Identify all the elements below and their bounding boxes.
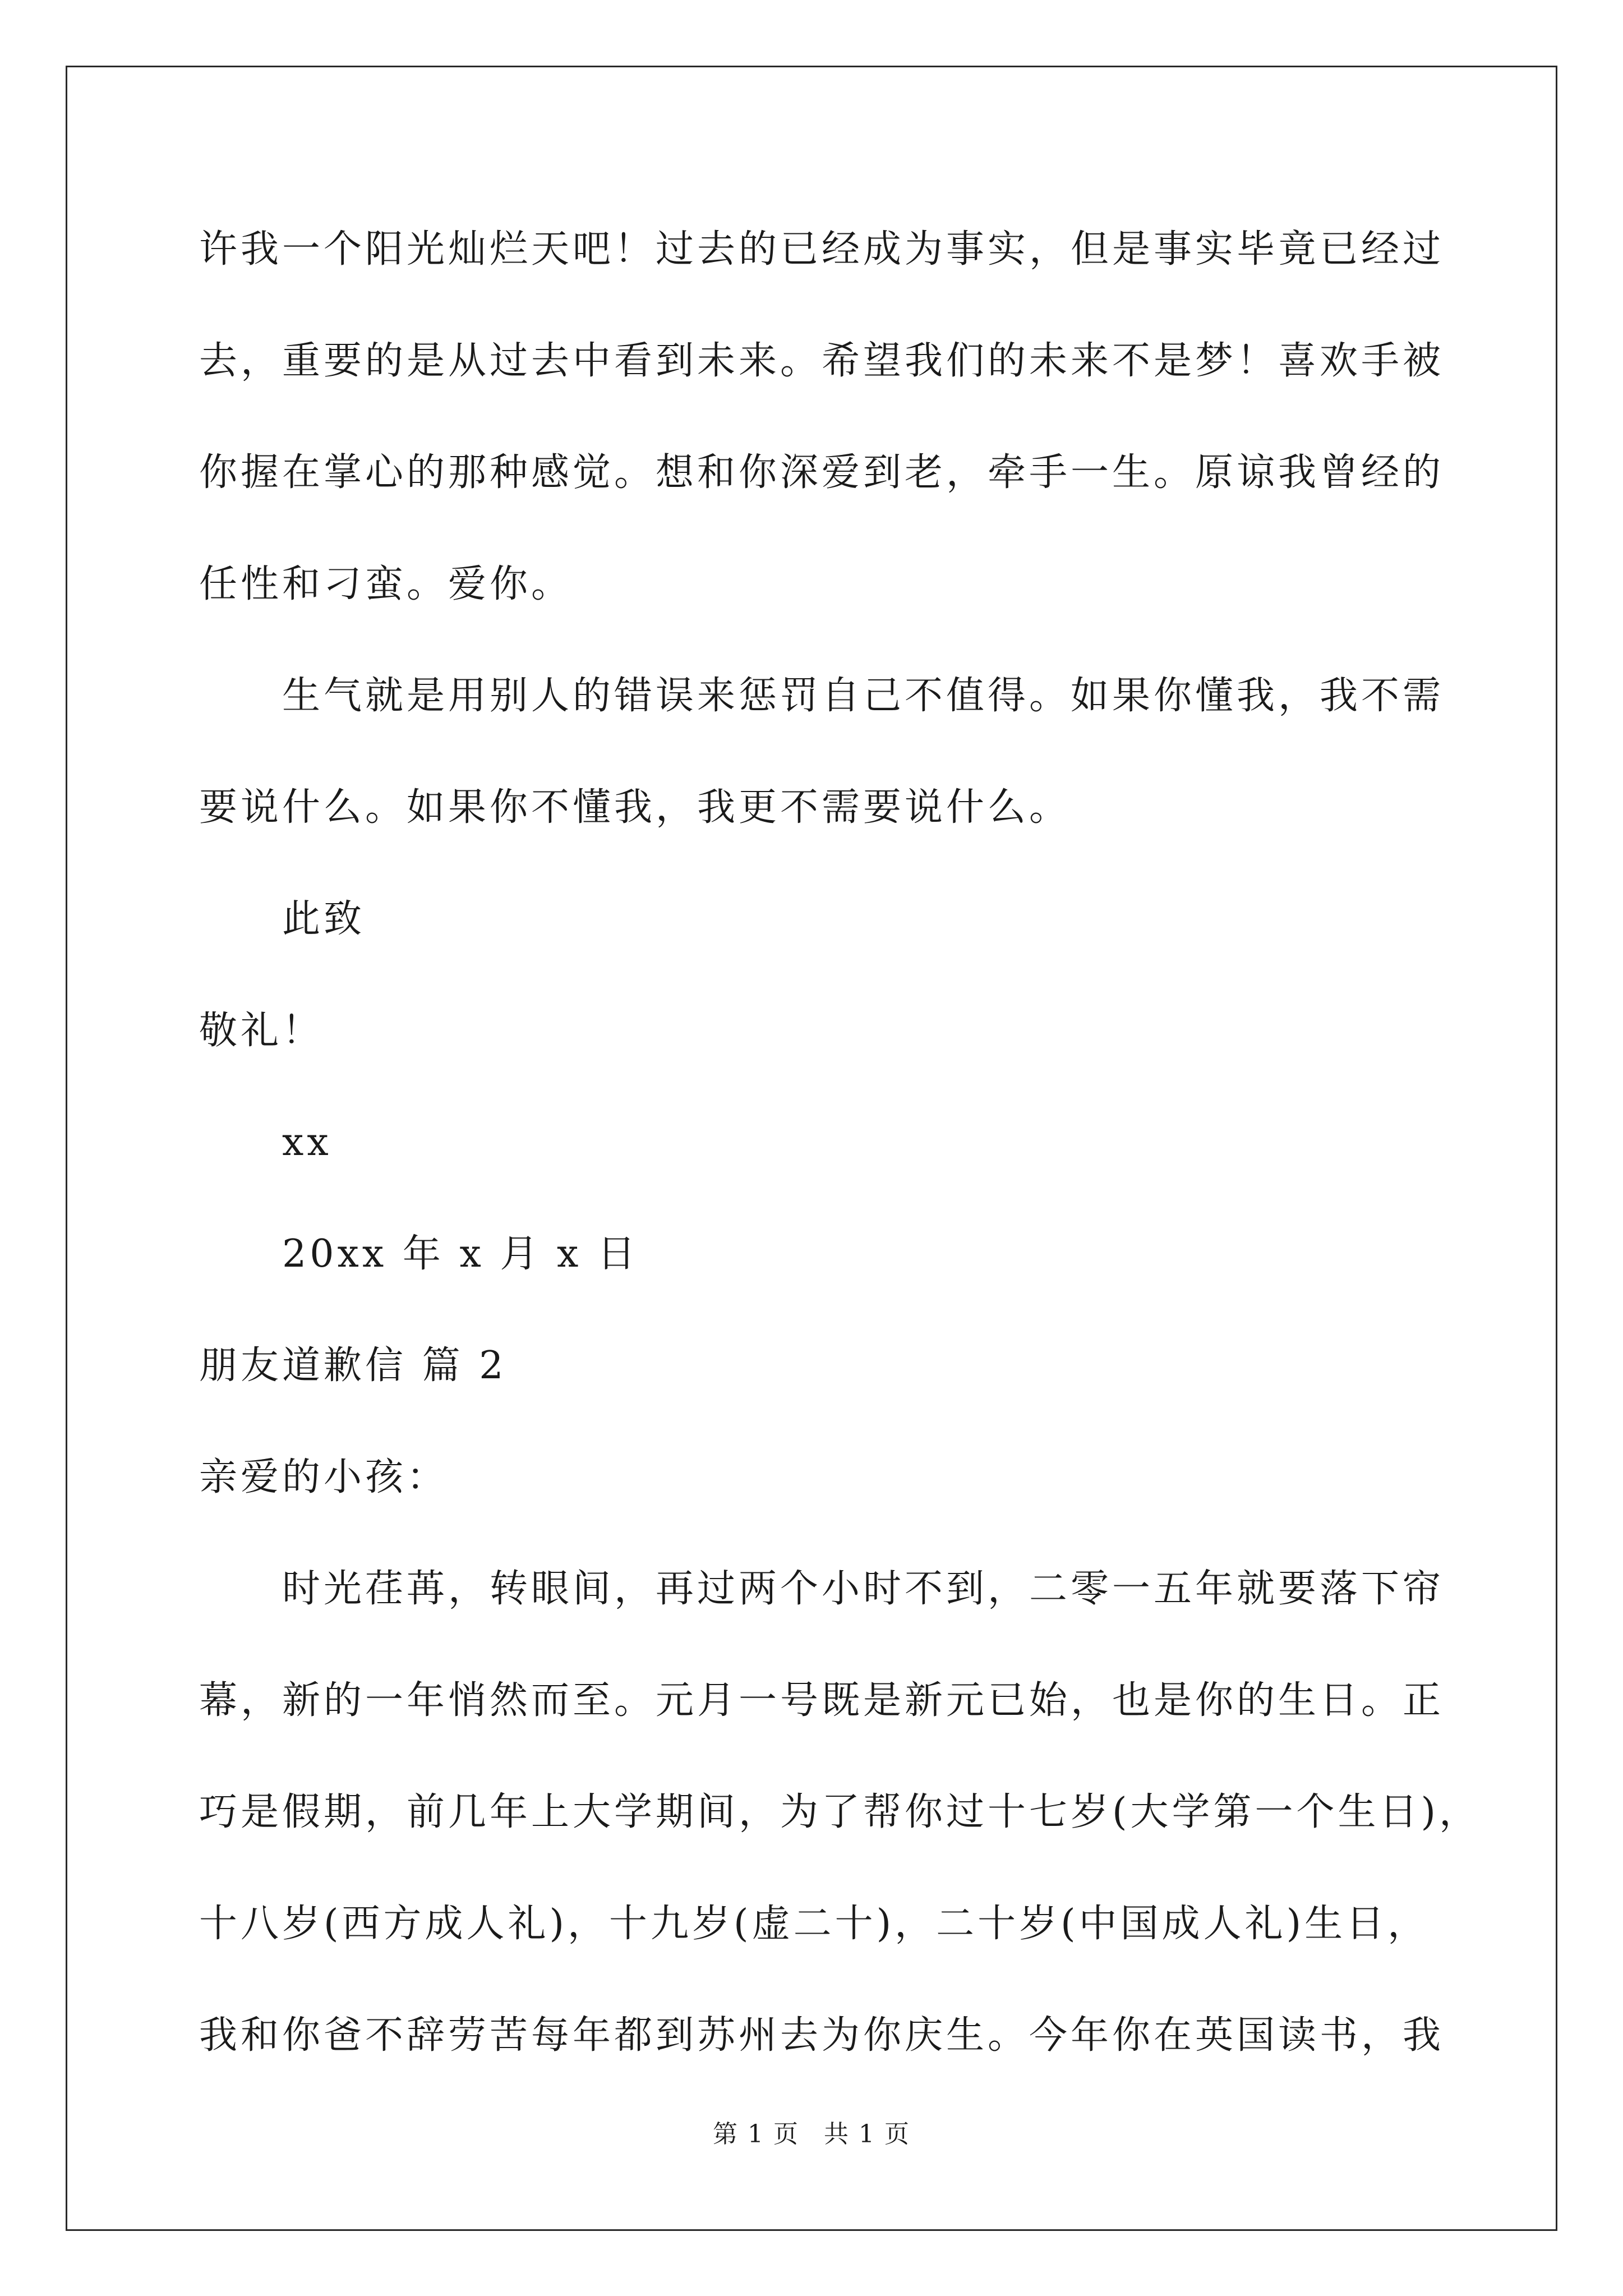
- text-line: 巧是假期，前几年上大学期间，为了帮你过十七岁(大学第一个生日)，: [199, 1790, 1481, 1834]
- text-line: 我和你爸不辞劳苦每年都到苏州去为你庆生。今年你在英国读书，我: [199, 2013, 1445, 2058]
- page-total: 共 1 页: [824, 2120, 910, 2148]
- text-line: 幕，新的一年悄然而至。元月一号既是新元已始，也是你的生日。正: [199, 1678, 1445, 1723]
- closing-respect: 敬礼！: [199, 1009, 324, 1053]
- text-line: 生气就是用别人的错误来惩罚自己不值得。如果你懂我，我不需: [282, 674, 1445, 718]
- greeting: 亲爱的小孩：: [199, 1455, 449, 1499]
- text-line: 时光荏苒，转眼间，再过两个小时不到，二零一五年就要落下帘: [282, 1567, 1445, 1611]
- text-line: 任性和刁蛮。爱你。: [199, 562, 573, 606]
- section-heading: 朋友道歉信 篇 2: [199, 1343, 507, 1388]
- signature: xx: [282, 1120, 332, 1165]
- date-line: 20xx 年 x 月 x 日: [282, 1232, 639, 1276]
- page-footer: [0, 2119, 1623, 2150]
- text-line: 去，重要的是从过去中看到未来。希望我们的未来不是梦！喜欢手被: [199, 339, 1445, 383]
- text-line: 许我一个阳光灿烂天吧！过去的已经成为事实，但是事实毕竟已经过: [199, 227, 1445, 272]
- closing-salutation: 此致: [282, 897, 366, 941]
- text-line: 你握在掌心的那种感觉。想和你深爱到老，牵手一生。原谅我曾经的: [199, 450, 1445, 495]
- text-line: 要说什么。如果你不懂我，我更不需要说什么。: [199, 785, 1071, 830]
- page-number: 第 1 页: [713, 2120, 799, 2148]
- text-line: 十八岁(西方成人礼)，十九岁(虚二十)，二十岁(中国成人礼)生日，: [199, 1902, 1430, 1946]
